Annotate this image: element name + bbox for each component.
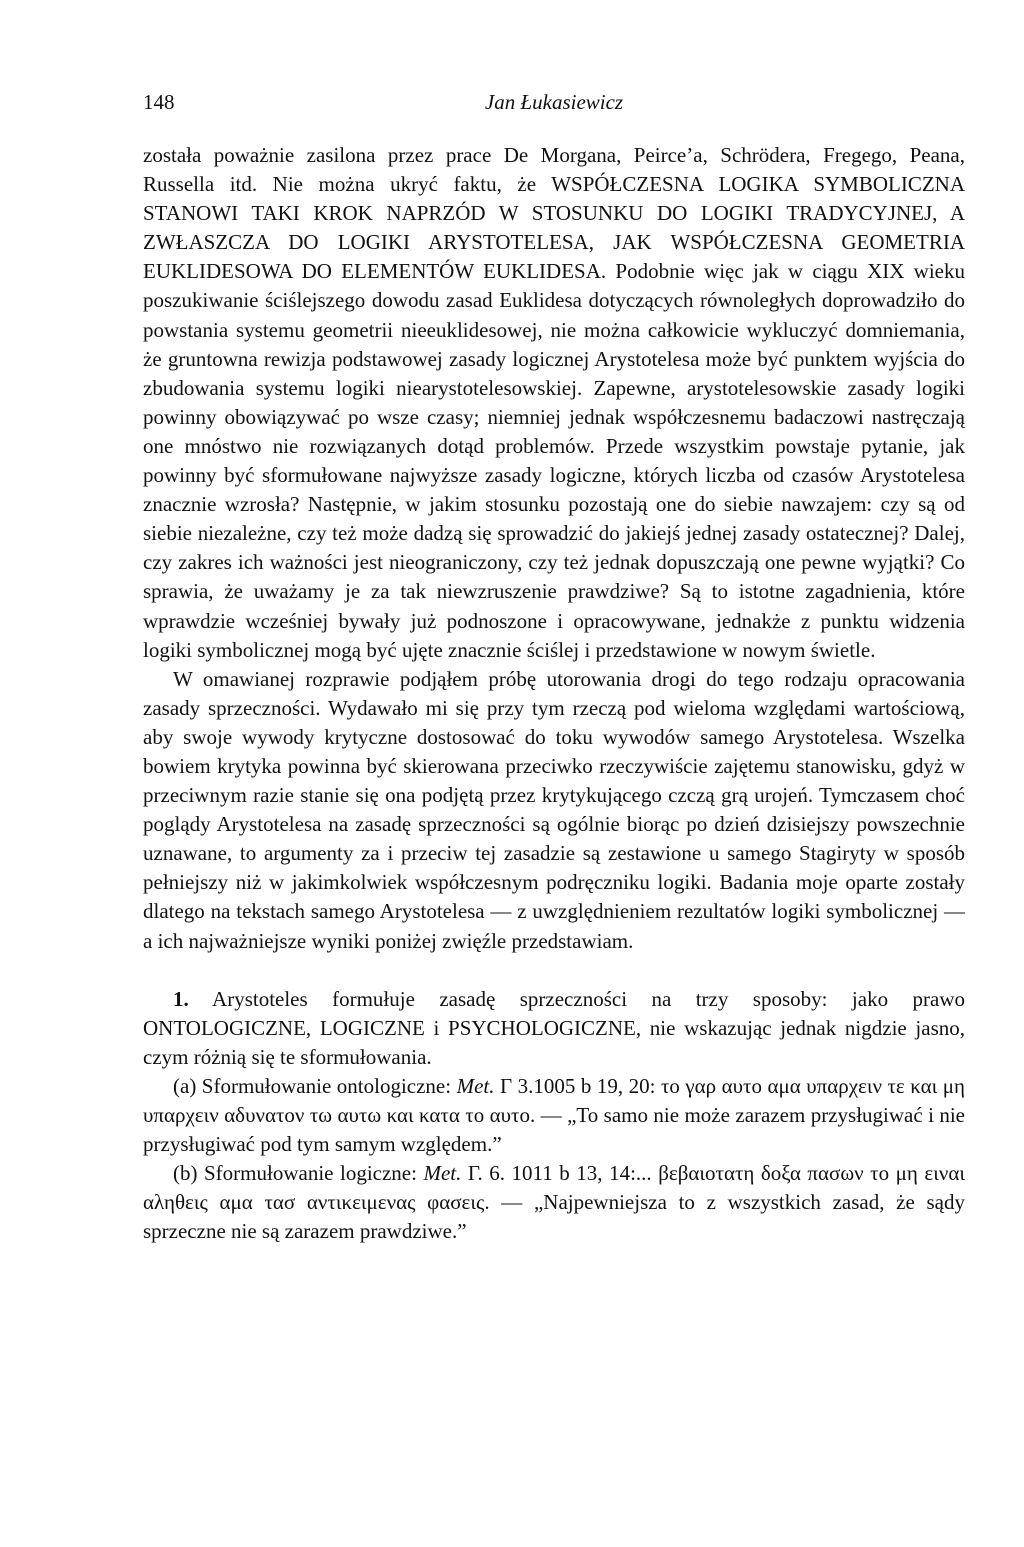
page-number: 148 <box>143 90 175 114</box>
formulation-a-source: Met. <box>456 1073 495 1098</box>
formulation-a-greek: το γαρ αυτο αμα υπαρχειν τε και μη υπαρχειν αδυνατον τω αυτω και κατα το αυτο. <box>143 1073 966 1127</box>
formulation-logical <box>143 1159 965 1246</box>
section-number: 1. <box>173 986 189 1011</box>
formulation-a-label: (a) Sformułowanie ontologiczne: <box>173 1073 452 1098</box>
paragraph-continuation: została poważnie zasilona przez prace De Morgana, Peirce’a, Schrödera, Fregego, Peana, Russella itd. Nie można ukryć faktu, że WSPÓŁCZESNA LOGIKA SYMBOLICZNA STANOWI TAKI KROK NAPRZÓD W STOSUNKU DO LOGIKI TRADYCYJNEJ, A ZWŁASZCZA DO LOGIKI ARYSTOTELESA, JAK WSPÓŁCZESNA GEOMETRIA EUKLIDESOWA DO ELEMENTÓW EUKLIDESA. Podobnie więc jak w ciągu XIX wieku poszukiwanie ściślejszego dowodu zasad Euklidesa dotyczących równoległych doprowadziło do powstania systemu geometrii nieeuklidesowej, nie można całkowicie wykluczyć domniemania, że gruntowna rewizja podstawowej zasady logicznej Arystotelesa może być punktem wyjścia do zbudowania systemu logiki niearystotelesowskiej. Zapewne, arystotelesowskie zasady logiki powinny obowiązywać po wsze czasy; niemniej jednak współczesnemu badaczowi nastręczają one mnóstwo nie rozwiązanych dotąd problemów. Przede wszystkim powstaje pytanie, jak powinny być sformułowane najwyższe zasady logiczne, których liczba od czasów Arystotelesa znacznie wzrosła? Następnie, w jakim stosunku pozostają one do siebie nawzajem: czy są od siebie niezależne, czy też może dadzą się sprowadzić do jakiejś jednej zasady ostatecznej? Dalej, czy zakres ich ważności jest nieograniczony, czy też jednak dopuszczają one pewne wyjątki? Co sprawia, że uważamy je za tak niewzruszenie prawdziwe? Są to istotne zagadnienia, które wprawdzie wcześniej bywały już podnoszone i opracowywane, jednakże z punktu widzenia logiki symbolicznej mogą być ujęte znacznie ściślej i przedstawione w nowym świetle. <box>143 143 965 662</box>
running-head-author: Jan Łukasiewicz <box>484 90 624 114</box>
formulation-ontological <box>143 1072 965 1159</box>
formulation-b-greek: ... βεβαιοτατη δοξα πασων το μη ειναι αληθεις αμα τασ αντικειμενας φασεις. <box>143 1161 965 1215</box>
formulation-b-citation: Γ. 6. 1011 b 13, 14: <box>467 1161 636 1186</box>
body-text <box>143 141 965 1246</box>
formulation-b-translation: — „Najpewniejsza to z wszystkich zasad, że sądy sprzeczne nie są zarazem prawdziwe.” <box>143 1190 965 1244</box>
running-head <box>143 90 965 120</box>
section-1-text: Arystoteles formułuje zasadę sprzeczności na trzy sposoby: jako prawo ONTOLOGICZNE, LOGICZNE i PSYCHOLOGICZNE, nie wskazując jednak nigdzie jasno, czym różnią się te sformułowania. <box>143 986 965 1069</box>
paragraph-method: W omawianej rozprawie podjąłem próbę utorowania drogi do tego rodzaju opracowania zasady sprzeczności. Wydawało mi się przy tym rzeczą pod wieloma względami wartościową, aby swoje wywody krytyczne dostosować do toku wywodów samego Arystotelesa. Wszelka bowiem krytyka powinna być skierowana przeciwko rzeczywiście zajętemu stanowisku, gdyż w przeciwnym razie stanie się ona podjętą przez krytykującego czczą grą urojeń. Tymczasem choć poglądy Arystotelesa na zasadę sprzeczności są ogólnie biorąc po dzień dzisiejszy powszechnie uznawane, to argumenty za i przeciw tej zasadzie są zestawione u samego Stagiryty w sposób pełniejszy niż w jakimkolwiek współczesnym podręczniku logiki. Badania moje oparte zostały dlatego na tekstach samego Arystotelesa — z uwzględnieniem rezultatów logiki symbolicznej — a ich najważniejsze wyniki poniżej zwięźle przedstawiam. <box>143 666 965 953</box>
section-1-paragraph <box>143 985 965 1072</box>
formulation-a-translation: — „To samo nie może zarazem przysługiwać i nie przysługiwać pod tym samym względem.” <box>143 1103 965 1157</box>
formulation-b-source: Met. <box>423 1161 462 1186</box>
formulation-b-label: (b) Sformułowanie logiczne: <box>173 1161 417 1186</box>
formulation-a-citation: Γ 3.1005 b 19, 20: <box>499 1073 656 1098</box>
